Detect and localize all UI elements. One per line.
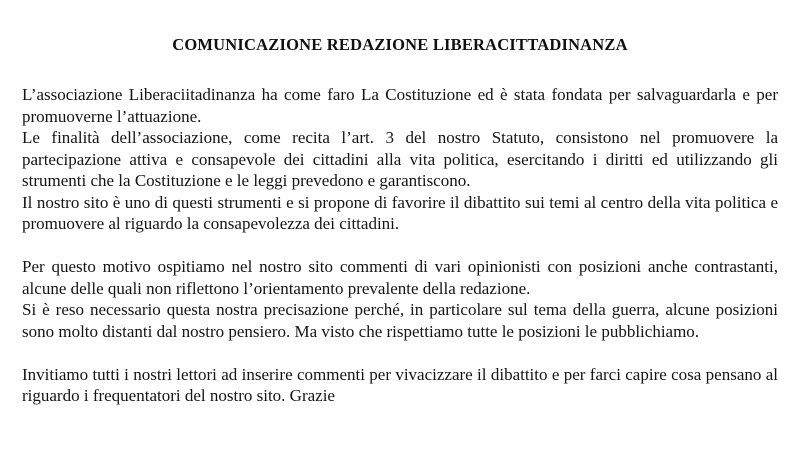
paragraph-site-purpose: Il nostro sito è uno di questi strumenti e si propone di favorire il dibattito sui temi al centro della vita politica e promuovere al riguardo la consapevolezza dei cittadini. xyxy=(22,192,778,233)
document-title: COMUNICAZIONE REDAZIONE LIBERACITTADINANZA xyxy=(172,35,628,54)
paragraph-association-intro: L’associazione Liberaciitadinanza ha come faro La Costituzione ed è stata fondata per salvaguardarla e per promuoverne l’attuazione. xyxy=(22,85,778,126)
paragraph-opinions-hosted: Per questo motivo ospitiamo nel nostro sito commenti di vari opinionisti con posizioni anche contrastanti, alcune delle quali non riflettono l’orientamento prevalente della redazione. xyxy=(22,257,778,298)
paragraph-clarification-war: Si è reso necessario questa nostra precisazione perché, in particolare sul tema della guerra, alcune posizioni sono molto distanti dal nostro pensiero. Ma visto che rispettiamo tutte le posizioni le pubblichiamo. xyxy=(22,300,778,341)
document-body xyxy=(22,84,778,407)
paragraph-statute-goals: Le finalità dell’associazione, come recita l’art. 3 del nostro Statuto, consistono nel promuovere la partecipazione attiva e consapevole dei cittadini alla vita politica, esercitando i diritti ed utilizzando gli strumenti che la Costituzione e le leggi prevedono e garantiscono. xyxy=(22,128,778,190)
paragraph-invitation-comments: Invitiamo tutti i nostri lettori ad inserire commenti per vivacizzare il dibattito e per farci capire cosa pensano al riguardo i frequentatori del nostro sito. Grazie xyxy=(22,364,778,405)
